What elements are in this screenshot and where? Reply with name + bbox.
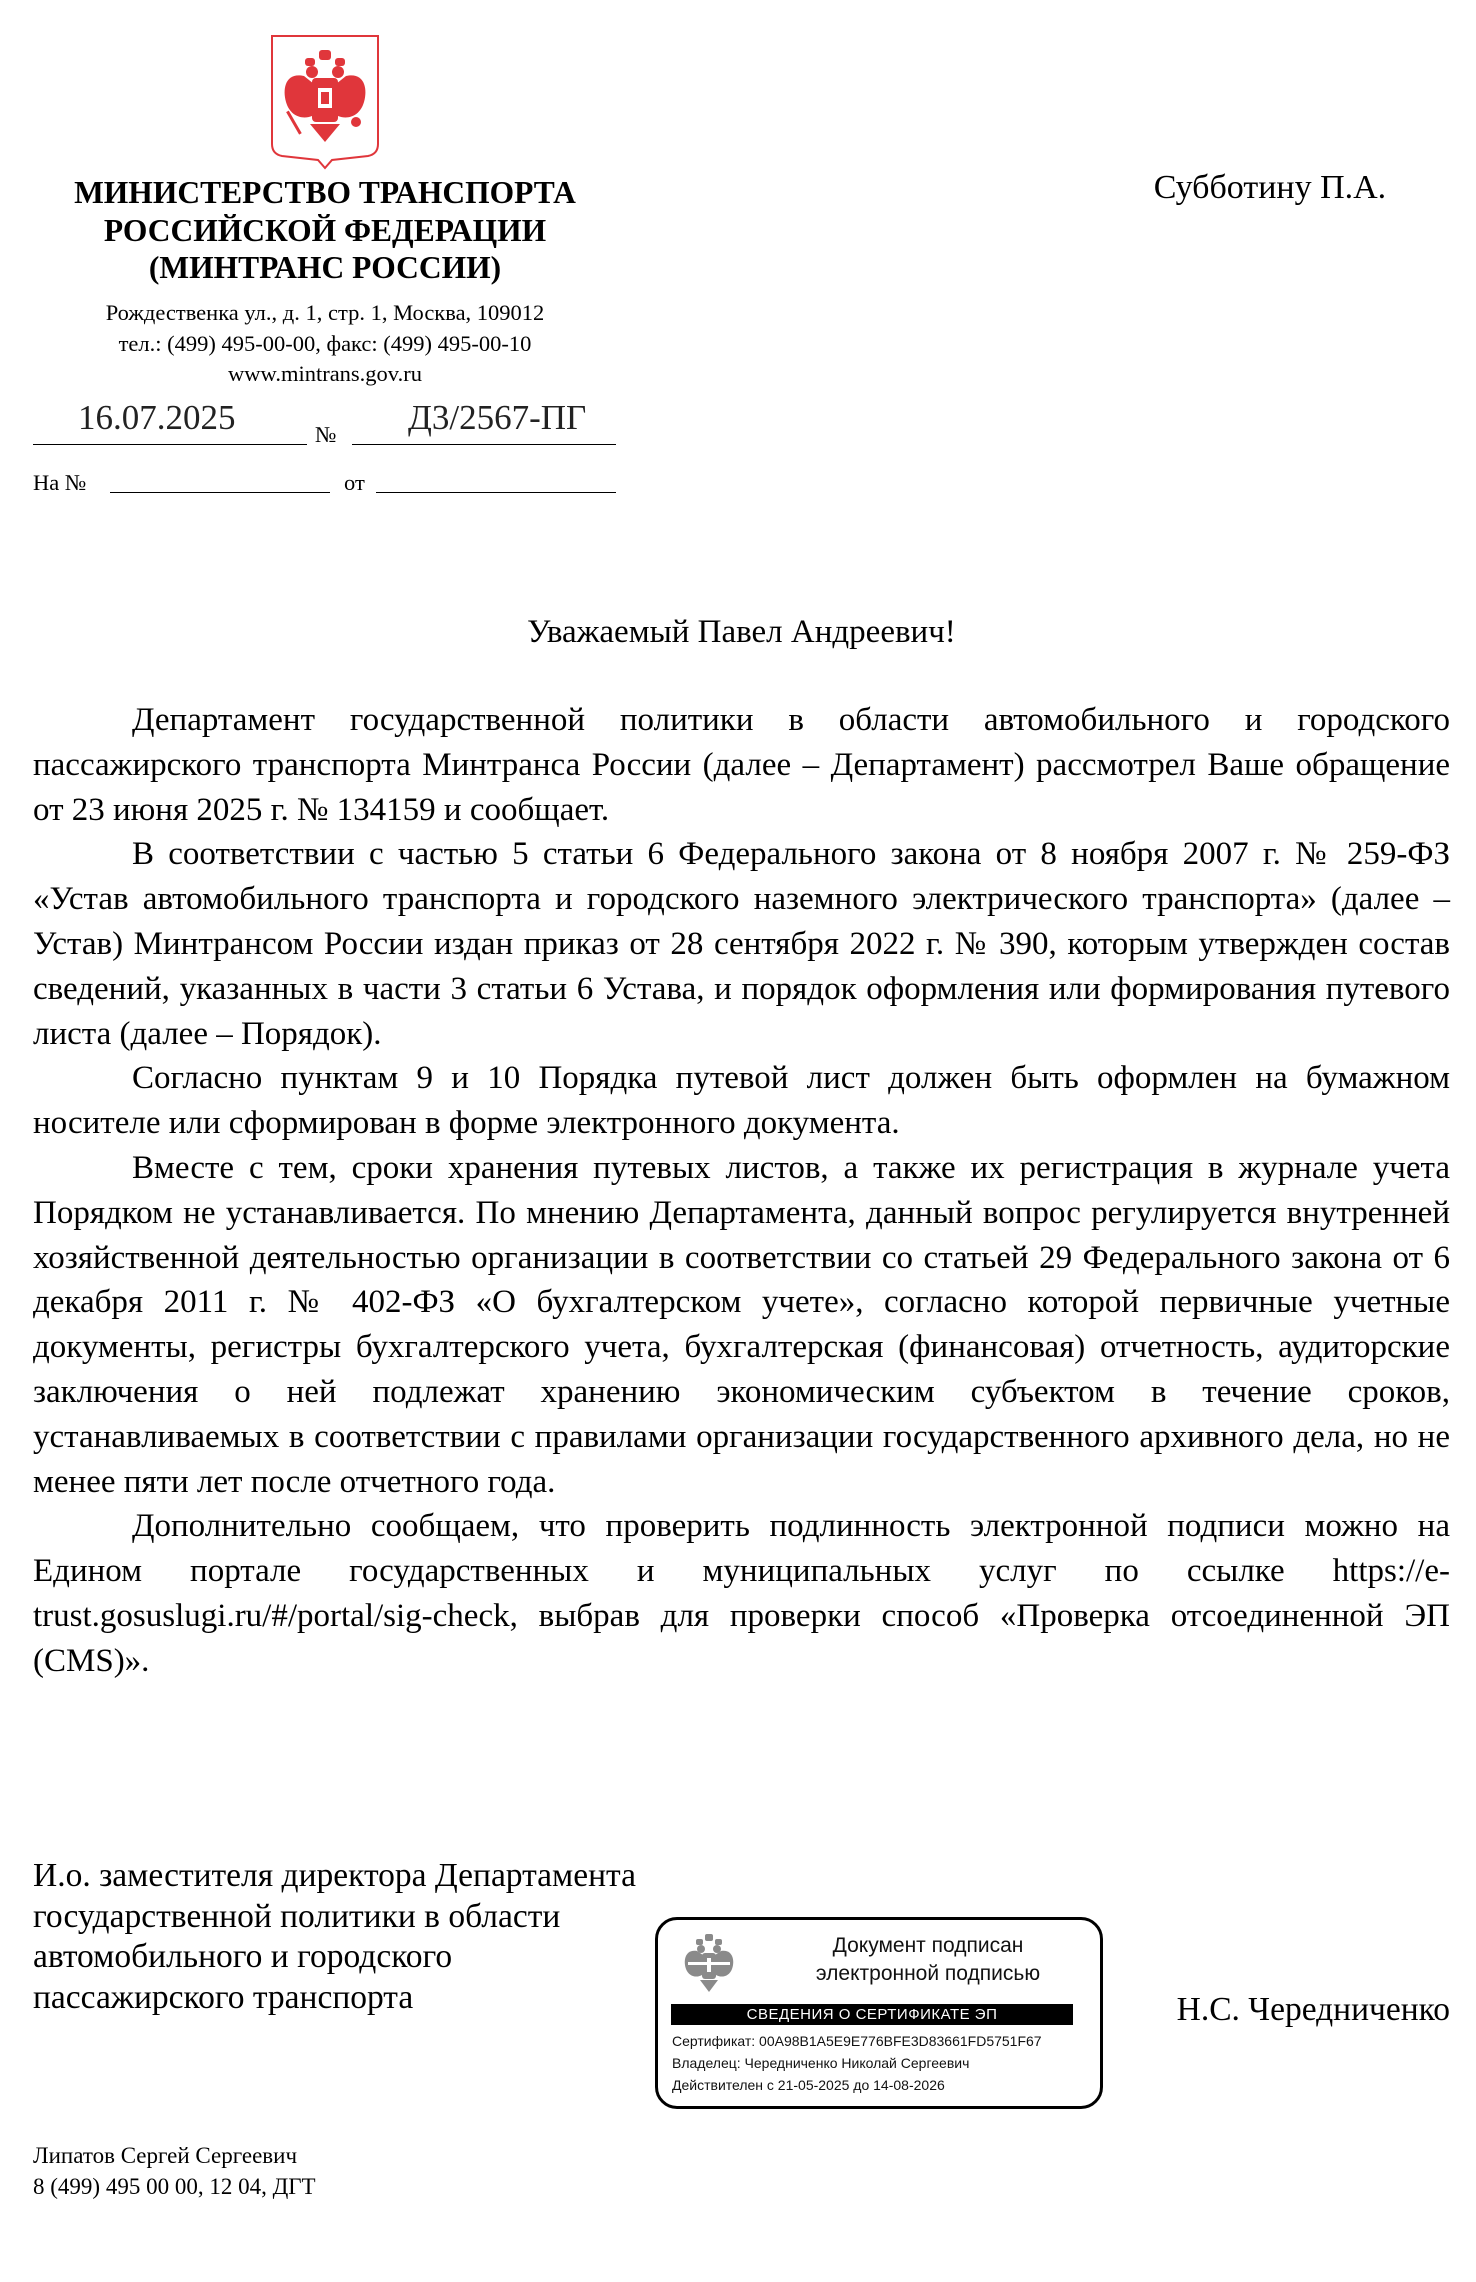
greeting: Уважаемый Павел Андреевич! (527, 614, 956, 650)
position-line: автомобильного и городского (33, 1938, 453, 1975)
ministry-name-line: МИНИСТЕРСТВО ТРАНСПОРТА (74, 175, 576, 210)
paragraph: Согласно пунктам 9 и 10 Порядка путевой лист должен быть оформлен на бумажном носителе или сформирован в форме электронного документа. (33, 1060, 1450, 1142)
website-line: www.mintrans.gov.ru (228, 361, 422, 386)
coat-of-arms-icon (680, 1932, 738, 1994)
signatory-position (33, 1856, 653, 2018)
stamp-heading-line: Документ подписан (832, 1934, 1024, 1957)
certificate-validity: Действителен с 21-05-2025 до 14-08-2026 (672, 2077, 945, 2093)
address-line: Рождественка ул., д. 1, стр. 1, Москва, 109012 (105, 300, 545, 325)
certificate-info-bar: СВЕДЕНИЯ О СЕРТИФИКАТЕ ЭП (671, 2004, 1073, 2025)
number-underline (352, 444, 616, 445)
certificate-details (672, 2030, 1042, 2096)
executor-name: Липатов Сергей Сергеевич (33, 2143, 298, 2168)
reply-from-label: от (344, 470, 365, 495)
signer-name: Н.С. Чередниченко (1176, 1991, 1450, 2028)
position-line: государственной политики в области (33, 1897, 561, 1935)
paragraph: Департамент государственной политики в области автомобильного и городского пассажирского транспорта Минтранса России (далее – Департамент) рассмотрел Ваше обращение от 23 июня 2025 г. № 134159 и сообщает. (33, 702, 1450, 828)
reply-from-underline (376, 492, 616, 493)
ministry-name-line: РОССИЙСКОЙ ФЕДЕРАЦИИ (103, 212, 547, 248)
date-underline (33, 444, 307, 445)
certificate-number: Сертификат: 00A98B1A5E9E776BFE3D83661FD5751F67 (672, 2033, 1042, 2049)
letter-body (33, 698, 1450, 1684)
executor-info (33, 2140, 316, 2202)
stamp-heading (768, 1932, 1088, 1988)
paragraph: В соответствии с частью 5 статьи 6 Федерального закона от 8 ноября 2007 г. № 259-ФЗ «Устав автомобильного транспорта и городского наземного электрического транспорта» (далее – Устав) Минтрансом России издан приказ от 28 сентября 2022 г. № 390, которым утвержден состав сведений, указанных в части 3 статьи 6 Устава, и порядок оформления или формирования путевого листа (далее – Порядок). (33, 836, 1450, 1052)
addressee: Субботину П.А. (1153, 169, 1387, 206)
e-signature-stamp (655, 1917, 1103, 2109)
reply-number-underline (110, 492, 330, 493)
number-sign: № (315, 422, 337, 447)
stamp-heading-line: электронной подписью (815, 1962, 1041, 1985)
registration-number: Д3/2567-ПГ (408, 398, 587, 437)
ministry-address (30, 298, 620, 390)
executor-contact: 8 (499) 495 00 00, 12 04, ДГТ (33, 2174, 316, 2199)
paragraph: Вместе с тем, сроки хранения путевых листов, а также их регистрация в журнале учета Порядком не устанавливается. По мнению Департамента, данный вопрос регулируется внутренней хозяйственной деятельностью организации в соответствии со статьей 29 Федерального закона от 6 декабря 2011 г. № 402-ФЗ «О бухгалтерском учете», согласно которой первичные учетные документы, регистры бухгалтерского учета, бухгалтерская (финансовая) отчетность, аудиторские заключения о ней подлежат хранению экономическим субъектом в течение сроков, устанавливаемых в соответствии с правилами организации государственного архивного дела, но не менее пяти лет после отчетного года. (33, 1149, 1450, 1500)
phone-line: тел.: (499) 495-00-00, факс: (499) 495-00-10 (118, 330, 532, 356)
reply-number-label: На № (33, 470, 87, 495)
certificate-owner: Владелец: Чередниченко Николай Сергеевич (672, 2055, 970, 2071)
ministry-name (30, 174, 620, 287)
paragraph: Дополнительно сообщаем, что проверить подлинность электронной подписи можно на Едином портале государственных и муниципальных услуг по ссылке https://e-trust.gosuslugi.ru/#/portal/sig-check, выбрав для проверки способ «Проверка отсоединенной ЭП (CMS)». (33, 1508, 1450, 1679)
coat-of-arms-icon (268, 32, 382, 170)
registration-date: 16.07.2025 (78, 398, 236, 437)
position-line: пассажирского транспорта (33, 1978, 414, 2016)
ministry-name-line: (МИНТРАНС РОССИИ) (148, 250, 502, 285)
position-line: И.о. заместителя директора Департамента (33, 1857, 636, 1894)
